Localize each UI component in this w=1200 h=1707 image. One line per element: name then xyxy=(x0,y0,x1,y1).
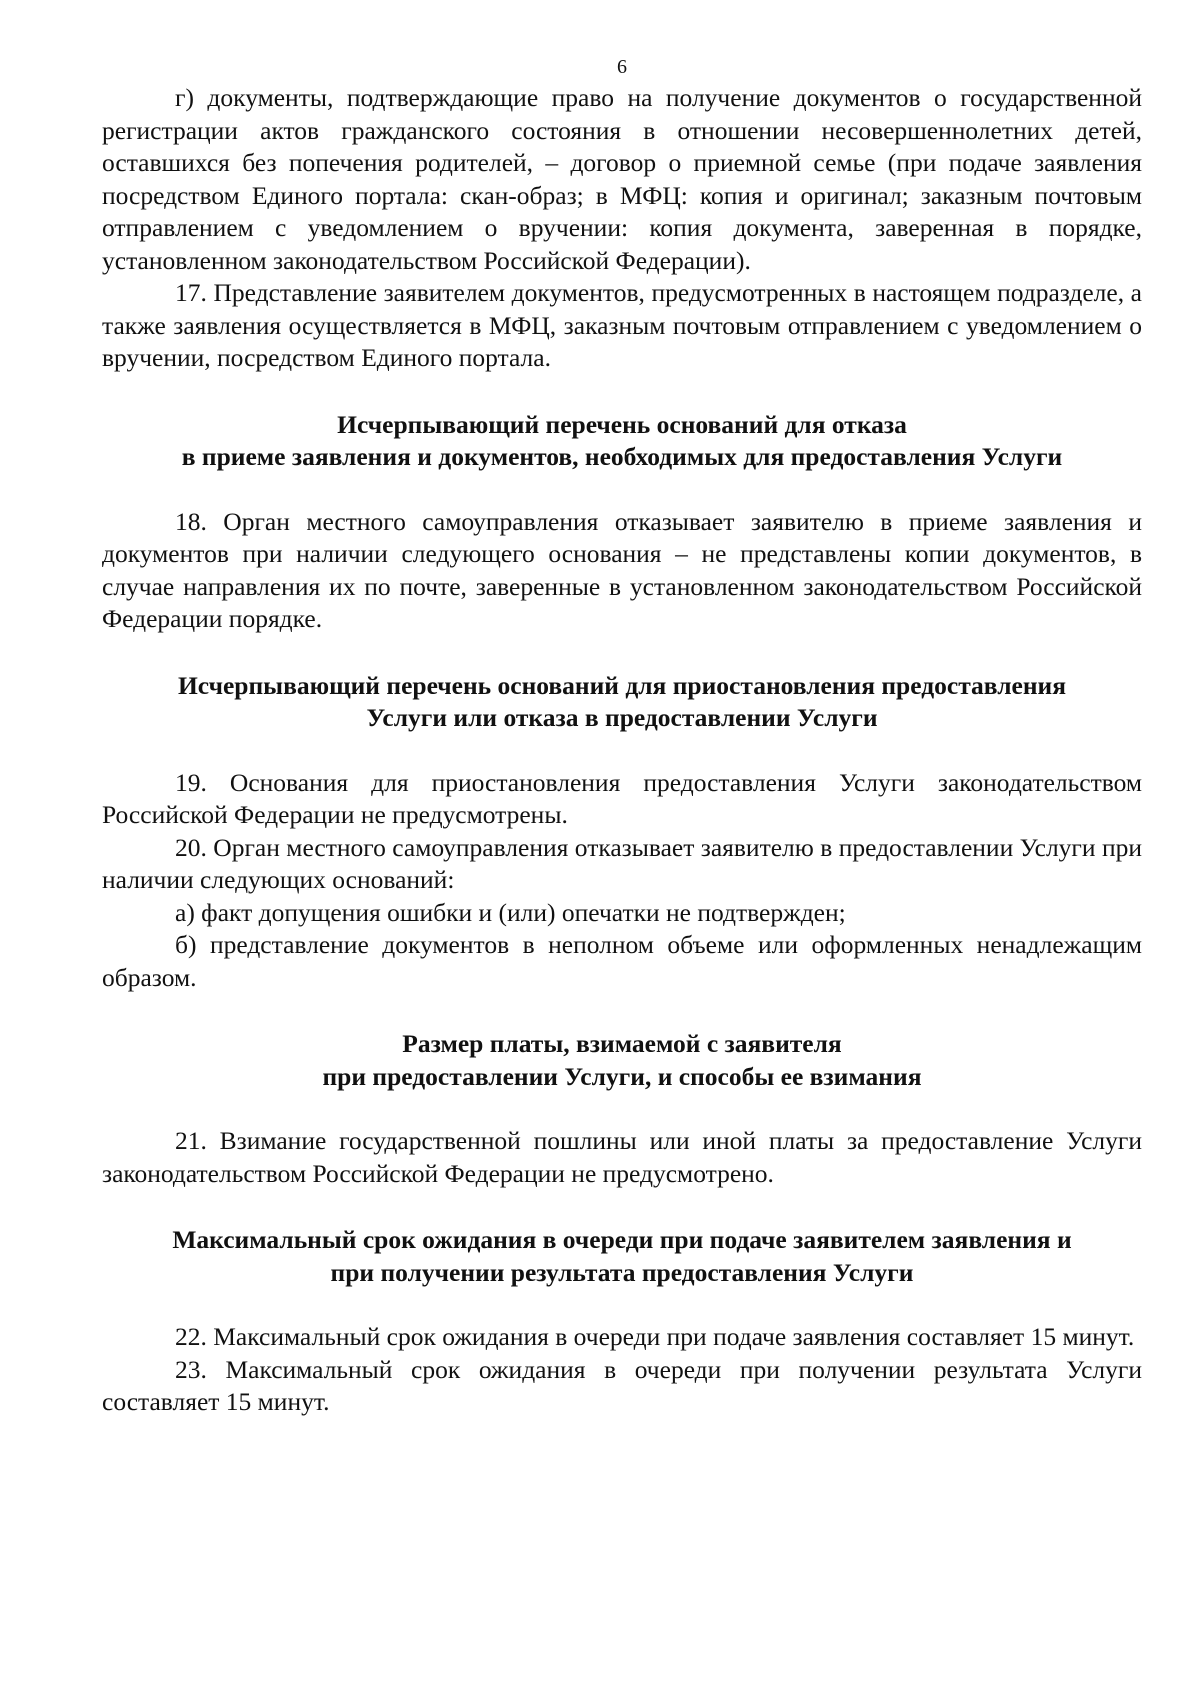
paragraph-18: 18. Орган местного самоуправления отказывает заявителю в приеме заявления и документов при наличии следующего основания – не представлены копии документов, в случае направления их по почте, заверенные в установленном законодательством Российской Федерации порядке. xyxy=(102,506,1142,633)
paragraph-19: 19. Основания для приостановления предоставления Услуги законодательством Российской Федерации не предусмотрены. xyxy=(102,767,1142,829)
heading-line: при получении результата предоставления Услуги xyxy=(330,1257,914,1287)
document-page xyxy=(102,56,1142,1419)
paragraph-17: 17. Представление заявителем документов, предусмотренных в настоящем подразделе, а также заявления осуществляется в МФЦ, заказным почтовым отправлением с уведомлением о вручении, посредством Единого портала. xyxy=(102,278,1142,372)
paragraph-22: 22. Максимальный срок ожидания в очереди при подаче заявления составляет 15 минут. xyxy=(175,1322,1135,1351)
heading-line: Исчерпывающий перечень оснований для отказа xyxy=(337,409,907,439)
heading-line: в приеме заявления и документов, необходимых для предоставления Услуги xyxy=(181,442,1063,471)
section-heading-refusal-acceptance xyxy=(102,409,1142,474)
section-heading-queue-time xyxy=(102,1224,1142,1289)
section-heading-suspension-refusal xyxy=(102,670,1142,735)
heading-line: при предоставлении Услуги, и способы ее взимания xyxy=(322,1061,922,1091)
paragraph-23: 23. Максимальный срок ожидания в очереди при получении результата Услуги составляет 15 минут. xyxy=(102,1354,1142,1416)
paragraph-21: 21. Взимание государственной пошлины или иной платы за предоставление Услуги законодательством Российской Федерации не предусмотрено. xyxy=(102,1126,1142,1188)
heading-line: Размер платы, взимаемой с заявителя xyxy=(402,1029,842,1058)
page-number: 6 xyxy=(617,56,627,78)
heading-line: Услуги или отказа в предоставлении Услуги xyxy=(366,703,878,732)
section-heading-fee xyxy=(102,1028,1142,1093)
paragraph-16g: г) документы, подтверждающие право на получение документов о государственной регистрации актов гражданского состояния в отношении несовершеннолетних детей, оставшихся без попечения родителей, – договор о приемной семье (при подаче заявления посредством Единого портала: скан-образ; в МФЦ: копия и оригинал; заказным почтовым отправлением с уведомлением о вручении: копия документа, заверенная в порядке, установленном законодательством Российской Федерации). xyxy=(102,83,1142,275)
paragraph-20a: а) факт допущения ошибки и (или) опечатки не подтвержден; xyxy=(175,897,846,927)
paragraph-20: 20. Орган местного самоуправления отказывает заявителю в предоставлении Услуги при наличии следующих оснований: xyxy=(102,832,1142,894)
heading-line: Максимальный срок ожидания в очереди при подаче заявителем заявления и xyxy=(172,1225,1072,1254)
heading-line: Исчерпывающий перечень оснований для приостановления предоставления xyxy=(177,670,1067,700)
paragraph-20b: б) представление документов в неполном объеме или оформленных ненадлежащим образом. xyxy=(102,930,1142,992)
